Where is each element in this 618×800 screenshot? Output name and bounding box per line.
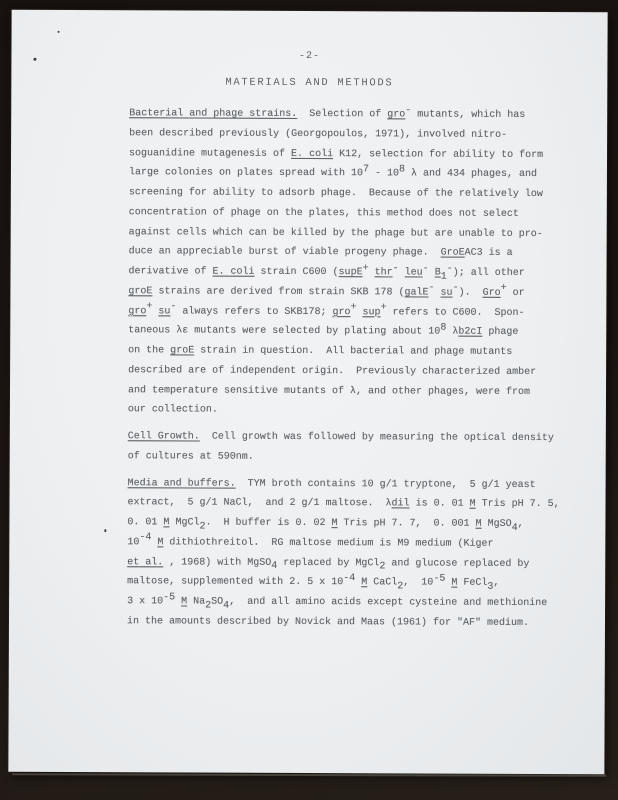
paper-edge-highlight bbox=[12, 773, 606, 777]
document-page bbox=[8, 10, 607, 775]
text-line: gro+ su- always refers to SKB178; gro+ sup+ refers to C600. Spon- bbox=[128, 301, 525, 319]
text-line: described are of independent origin. Previously characterized amber bbox=[128, 364, 537, 378]
text-line: been described previously (Georgopoulos, 1971), involved nitro- bbox=[129, 127, 508, 141]
dust-speck bbox=[58, 31, 60, 33]
document-body bbox=[127, 104, 595, 634]
text-line: screening for ability to adsorb phage. Because of the relatively low bbox=[128, 187, 543, 201]
dust-speck bbox=[33, 58, 36, 61]
text-line: on the groE strain in question. All bacterial and phage mutants bbox=[128, 345, 513, 358]
text-line: 3 x 10-5 M Na2SO4, and all amino acids except cysteine and methionine bbox=[127, 591, 548, 612]
text-line: extract, 5 g/1 NaCl, and 2 g/1 maltose. λdil is 0. 01 M Tris pH 7. 5, bbox=[127, 497, 560, 511]
text-line: duce an appreciable burst of viable progeny phage. GroEAC3 is a bbox=[128, 246, 513, 260]
paragraph-bacterial-and-phage-strains bbox=[128, 104, 595, 422]
paragraph-media-and-buffers bbox=[127, 474, 594, 634]
text-line: groE strains are derived from strain SKB 178 (galE- su-). Gro+ or bbox=[128, 282, 525, 299]
text-line: Bacterial and phage strains. Selection of gro- mutants, which has bbox=[129, 104, 526, 121]
text-line: taneous λε mutants were selected by plating about 108 λb2cI phage bbox=[128, 322, 519, 339]
section-title: MATERIALS AND METHODS bbox=[225, 76, 394, 90]
text-line: concentration of phage on the plates, this method does not select bbox=[128, 206, 519, 220]
text-line: Cell Growth. Cell growth was followed by measuring the optical density bbox=[127, 431, 554, 445]
text-line: in the amounts described by Novick and Maas (1961) for "AF" medium. bbox=[126, 615, 530, 629]
text-line: of cultures at 590nm. bbox=[127, 450, 254, 463]
text-line: our collection. bbox=[127, 404, 218, 416]
text-line: and temperature sensitive mutants of λ, and other phages, were from bbox=[127, 384, 531, 398]
text-line: 0. 01 M MgCl2. H buffer is 0. 02 M Tris pH 7. 7, 0. 001 M MgSO4, bbox=[127, 517, 524, 534]
text-line: 10-4 M dithiothreitol. RG maltose medium is M9 medium (Kiger bbox=[127, 532, 494, 550]
text-line: against cells which can be killed by the phage but are unable to pro- bbox=[128, 226, 543, 240]
page-number: -2- bbox=[298, 50, 320, 63]
dust-speck bbox=[104, 529, 106, 532]
text-line: derivative of E. coli strain C600 (supE+ thr- leu- B1-); all other bbox=[128, 262, 525, 283]
text-line: maltose, supplemented with 2. 5 x 10-4 M CaCl2, 10-5 M FeCl3, bbox=[127, 572, 500, 593]
text-line: Media and buffers. TYM broth contains 10 g/1 tryptone, 5 g/1 yeast bbox=[127, 477, 536, 491]
paragraph-cell-growth bbox=[128, 427, 594, 469]
text-line: soguanidine mutagenesis of E. coli K12, selection for ability to form bbox=[129, 147, 544, 161]
text-line: et al. , 1968) with MgSO4 replaced by MgCl2 and glucose replaced by bbox=[127, 556, 530, 573]
text-line: large colonies on plates spread with 107 - 108 λ and 434 phages, and bbox=[128, 163, 538, 181]
